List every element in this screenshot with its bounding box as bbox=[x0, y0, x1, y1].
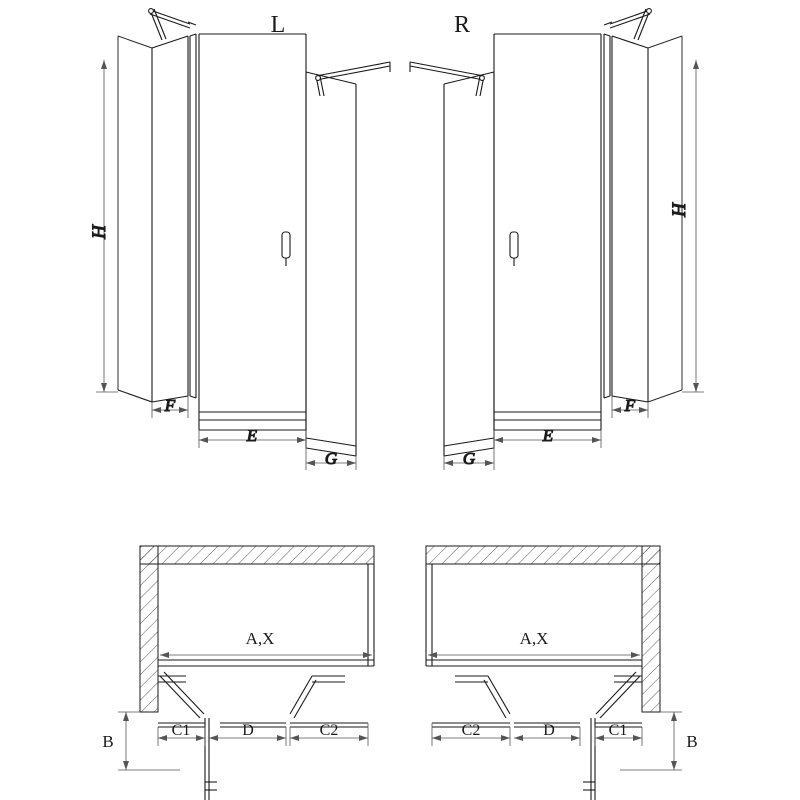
label-h-left: H bbox=[89, 225, 110, 239]
label-g-left: G bbox=[324, 449, 338, 468]
dimension-h-right bbox=[682, 60, 704, 392]
label-c2-right: C2 bbox=[461, 722, 481, 739]
label-f-left: F bbox=[164, 396, 176, 415]
label-d-right: D bbox=[543, 722, 555, 739]
label-e-right: E bbox=[542, 426, 554, 445]
label-ax-right: A,X bbox=[519, 629, 549, 648]
label-b-left: B bbox=[102, 732, 114, 751]
handing-label-left: L bbox=[270, 12, 286, 38]
door-handle-right bbox=[510, 232, 518, 266]
label-c2-left: C2 bbox=[319, 722, 339, 739]
elevation-left-view bbox=[89, 9, 390, 470]
label-d-left: D bbox=[242, 722, 254, 739]
label-e-left: E bbox=[246, 426, 258, 445]
label-ax-left: A,X bbox=[245, 629, 275, 648]
dimension-ax-left bbox=[160, 652, 372, 658]
dimension-b-right bbox=[620, 712, 682, 770]
label-h-right: H bbox=[669, 203, 690, 217]
handing-label-right: R bbox=[453, 12, 471, 38]
plan-right-view bbox=[426, 546, 698, 800]
elevation-right-view bbox=[410, 9, 704, 470]
label-g-right: G bbox=[462, 449, 476, 468]
dimension-b-left bbox=[118, 712, 180, 770]
label-c1-right: C1 bbox=[608, 722, 628, 739]
door-handle-left bbox=[282, 232, 290, 266]
label-b-right: B bbox=[686, 732, 698, 751]
label-c1-left: C1 bbox=[171, 722, 191, 739]
label-f-right: F bbox=[624, 396, 636, 415]
dimension-ax-right bbox=[428, 652, 640, 658]
plan-left-view bbox=[102, 546, 374, 800]
